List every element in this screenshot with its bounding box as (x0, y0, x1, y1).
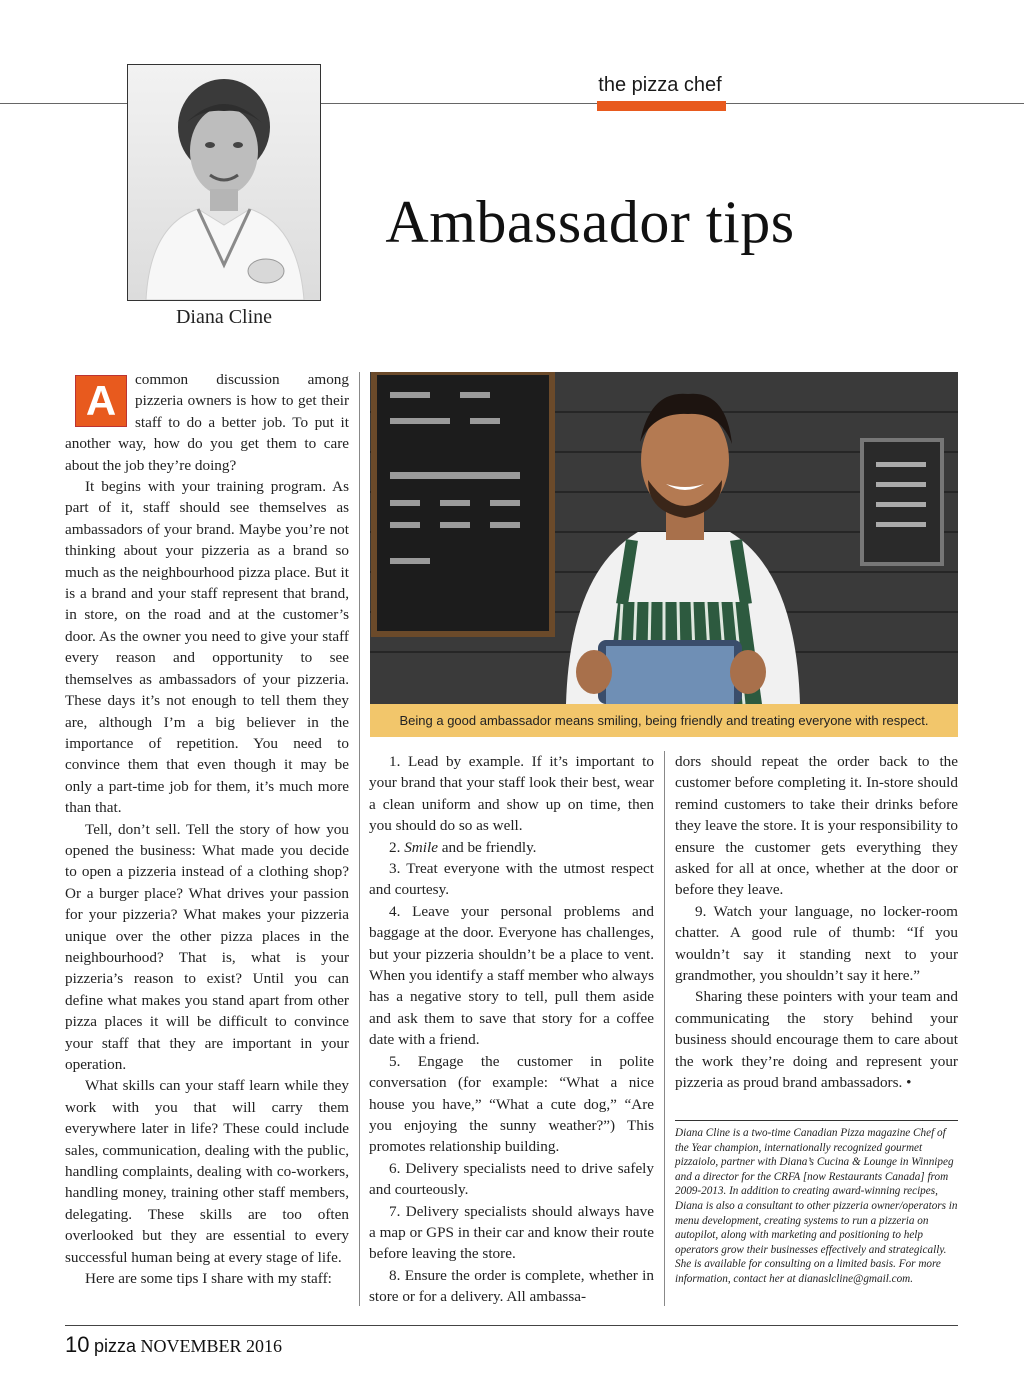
article-title: Ambassador tips (385, 189, 795, 255)
tip-item: 9. Watch your language, no locker-room chatter. A good rule of thumb: “If you wouldn’t say it standing next to your grandmother, you shouldn’t say it here.” (675, 902, 958, 985)
article-column-1 (65, 369, 349, 1289)
section-accent-bar (597, 101, 726, 111)
tip-item (369, 837, 654, 858)
tip-item: 4. Leave your personal problems and baggage at the door. Everyone has challenges, but your pizzeria shouldn’t be a place to vent. When you identify a staff member who always has a negative story to tell, pull them aside and ask them to save that story for a coffee date with a friend. (369, 902, 654, 1049)
tip-item: 7. Delivery specialists should always have a map or GPS in their car and know their route before leaving the store. (369, 1202, 654, 1263)
article-column-2 (369, 751, 654, 1308)
page-number: 10 (65, 1332, 90, 1357)
tip-item: 5. Engage the customer in polite conversation (for example: “What a nice house you have,” “What a cute dog,” “Are you enjoying the sunny weather?”) This promotes relationship building. (369, 1052, 654, 1156)
author-caption: Diana Cline (175, 306, 273, 328)
tip-item: 1. Lead by example. If it’s important to your brand that your staff look their best, wear a clean uniform and show up on time, then you should do so as well. (369, 753, 654, 835)
paragraph: common discussion among pizzeria owners is how to get their staff to do a better job. To put it another way, how do you get them to care about the job they’re doing? (65, 371, 349, 474)
column-rule (664, 751, 665, 1306)
tip-text: and be friendly. (437, 838, 537, 856)
paragraph: Here are some tips I share with my staff: (85, 1270, 332, 1288)
tip-item: 3. Treat everyone with the utmost respect and courtesy. (369, 860, 654, 899)
tip-item: 6. Delivery specialists need to drive safely and courteously. (369, 1159, 654, 1199)
issue-date: NOVEMBER 2016 (140, 1336, 283, 1356)
article-column-3 (675, 751, 958, 1094)
paragraph: It begins with your training program. As part of it, staff should see themselves as ambassadors of your brand. Maybe you’re not thinking about your pizzeria as a brand so much as the neighbourhood pizza place. But it is a brand and your staff represent that brand, in store, on the road and at the customer’s door. As the owner you need to give your staff every reason and opportunity to see themselves as ambassadors of your pizzeria. These days it’s not enough to tell them they are, although I’m a big believer in the importance of repetition. You need to convince them that even though it may be only a part-time job for them, it’s much more than that. (65, 478, 349, 817)
page-footer (65, 1332, 282, 1358)
section-label: the pizza chef (598, 74, 722, 96)
drop-cap: A (75, 375, 127, 427)
photo-caption: Being a good ambassador means smiling, being friendly and treating everyone with respect. (370, 704, 958, 737)
paragraph: What skills can your staff learn while they work with you that will carry them everywhere later in life? These could include sales, communication, dealing with the public, handling complaints, dealing with co-workers, handling money, training other staff members, delegating. These skills are too often overlooked but they are essential to every successful human being at every stage of life. (65, 1077, 349, 1266)
tip-emphasis: Smile (404, 838, 438, 856)
paragraph: dors should repeat the order back to the customer before completing it. In-store should remind customers to take their drinks before they leave the store. It is your responsibility to ensure the customer gets everything they asked for all at once, whether at the door or before they leave. (675, 753, 958, 899)
paragraph: Tell, don’t sell. Tell the story of how you opened the business: What made you decide to open a pizzeria instead of a clothing shop? Or a burger place? What drives your passion for your pizzeria? What makes your pizzeria unique over the other pizza places in the neighbourhood? That is, what is your pizzeria’s reason to exist? Until you can define what makes you stand apart from other pizza places it will be difficult to convince your staff that they are important in your operation. (65, 820, 349, 1073)
tip-item: 8. Ensure the order is complete, whether in store or for a delivery. All ambassa- (369, 1266, 654, 1306)
bio-rule (675, 1120, 958, 1121)
footer-rule (65, 1325, 958, 1326)
author-bio (675, 1126, 958, 1287)
column-rule (359, 372, 360, 1306)
magazine-name: pizza (93, 1336, 137, 1356)
author-photo (127, 64, 321, 301)
author-bio-text: Diana Cline is a two-time Canadian Pizza magazine Chef of the Year champion, internationally recognized gourmet pizzaiolo, partner with Diana’s Cucina & Lounge in Winnipeg and a director for the CRFA [now Restaurants Canada] from 2009-2013. In addition to creating award-winning recipes, Diana is also a consultant to other pizzeria owner/operators in menu development, creating systems to run a pizzeria on autopilot, along with marketing and positioning to help operators grow their businesses effectively and strategically. She is available for consulting on a limited basis. For more information, contact her at dianaslcline@gmail.com. (675, 1127, 958, 1285)
tip-number: 2. (389, 838, 405, 856)
paragraph: Sharing these pointers with your team and communicating the story behind your business should encourage them to care about the work they’re doing and represent your pizzeria as proud brand ambassadors. • (675, 988, 958, 1092)
hero-photo (370, 372, 958, 704)
